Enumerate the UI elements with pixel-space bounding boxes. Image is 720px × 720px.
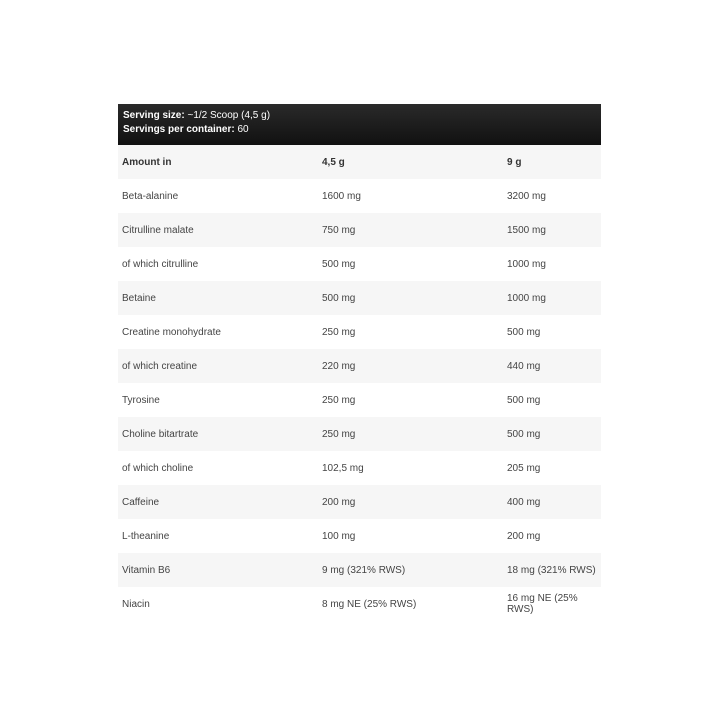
ingredient-name: of which choline <box>122 462 194 474</box>
servings-per-container-line <box>123 123 596 137</box>
ingredient-name: Tyrosine <box>122 394 160 406</box>
table-body <box>118 179 601 621</box>
column-header-double-dose: 9 g <box>507 156 522 168</box>
amount-double-dose: 440 mg <box>507 360 541 372</box>
table-row <box>118 519 601 553</box>
table-row <box>118 349 601 383</box>
amount-single-dose: 220 mg <box>322 360 356 372</box>
ingredient-name: Niacin <box>122 598 150 610</box>
amount-double-dose: 16 mg NE (25% RWS) <box>507 593 578 615</box>
amount-single-dose: 250 mg <box>322 394 356 406</box>
nutrition-table <box>118 104 601 621</box>
servings-per-container-value: 60 <box>234 123 249 135</box>
amount-double-dose: 500 mg <box>507 428 541 440</box>
amount-single-dose: 8 mg NE (25% RWS) <box>322 598 417 610</box>
table-row <box>118 247 601 281</box>
amount-double-dose: 205 mg <box>507 462 541 474</box>
ingredient-name: Beta-alanine <box>122 190 179 202</box>
servings-per-container-label: Servings per container: <box>123 123 235 135</box>
ingredient-name: L-theanine <box>122 530 170 542</box>
amount-double-dose: 1000 mg <box>507 292 546 304</box>
table-row <box>118 587 601 621</box>
serving-size-value: ~1/2 Scoop (4,5 g) <box>184 110 271 121</box>
table-row <box>118 383 601 417</box>
amount-single-dose: 250 mg <box>322 326 356 338</box>
amount-double-dose: 500 mg <box>507 394 541 406</box>
table-row <box>118 417 601 451</box>
amount-single-dose: 250 mg <box>322 428 356 440</box>
serving-size-line <box>123 109 596 123</box>
table-row <box>118 315 601 349</box>
column-header-single-dose: 4,5 g <box>322 156 345 168</box>
serving-size-label: Serving size: <box>123 110 185 121</box>
amount-double-dose: 18 mg (321% RWS) <box>507 564 596 576</box>
ingredient-name: Citrulline malate <box>122 224 194 236</box>
ingredient-name: Vitamin B6 <box>122 564 171 576</box>
ingredient-name: Creatine monohydrate <box>122 326 221 338</box>
amount-single-dose: 1600 mg <box>322 190 361 202</box>
amount-double-dose: 3200 mg <box>507 190 546 202</box>
table-row <box>118 179 601 213</box>
ingredient-name: of which citrulline <box>122 258 199 270</box>
column-header-amount: Amount in <box>122 156 172 168</box>
amount-single-dose: 500 mg <box>322 292 356 304</box>
ingredient-name: Betaine <box>122 292 156 304</box>
amount-single-dose: 9 mg (321% RWS) <box>322 564 406 576</box>
amount-single-dose: 102,5 mg <box>322 462 364 474</box>
table-header-row <box>118 145 601 179</box>
serving-header <box>118 104 601 145</box>
amount-double-dose: 200 mg <box>507 530 541 542</box>
amount-double-dose: 1500 mg <box>507 224 546 236</box>
amount-double-dose: 1000 mg <box>507 258 546 270</box>
amount-double-dose: 500 mg <box>507 326 541 338</box>
amount-single-dose: 750 mg <box>322 224 356 236</box>
table-row <box>118 451 601 485</box>
amount-single-dose: 500 mg <box>322 258 356 270</box>
table-row <box>118 485 601 519</box>
ingredient-name: Choline bitartrate <box>122 428 199 440</box>
table-row <box>118 281 601 315</box>
amount-single-dose: 100 mg <box>322 530 356 542</box>
ingredient-name: of which creatine <box>122 360 198 372</box>
amount-single-dose: 200 mg <box>322 496 356 508</box>
table-row <box>118 553 601 587</box>
ingredient-name: Caffeine <box>122 496 160 508</box>
amount-double-dose: 400 mg <box>507 496 541 508</box>
table-row <box>118 213 601 247</box>
